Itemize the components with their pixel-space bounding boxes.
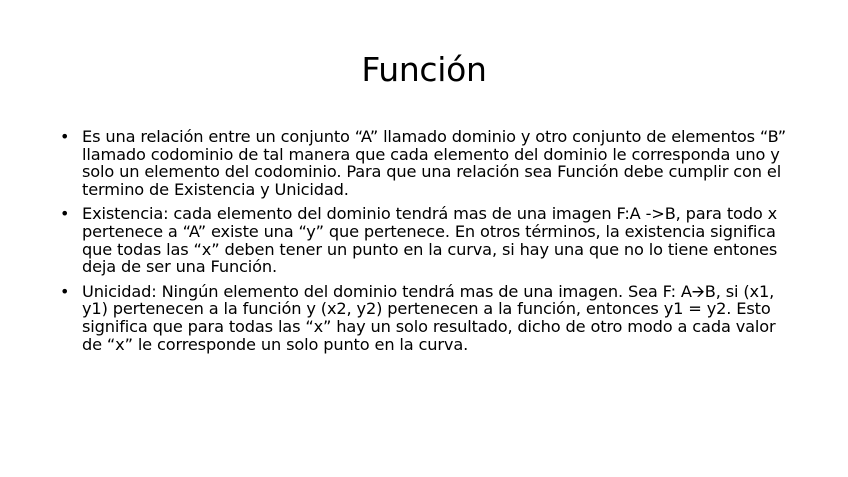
bullet-icon: •: [60, 127, 70, 146]
bullet-text: Unicidad: Ningún elemento del dominio tendrá mas de una imagen. Sea F: A🡪B, si (x1, y1) pertenecen a la función y (x2, y2) pertenecen a la función, entonces y1 = y2. Esto significa que para todas las “x” hay un solo resultado, dicho de otro modo a cada valor de “x” le corresponde un solo punto en la curva.: [82, 281, 776, 354]
bullet-list: [60, 128, 800, 360]
bullet-icon: •: [60, 204, 70, 224]
slide-title: Función: [361, 50, 487, 89]
bullet-item-definition: [60, 128, 800, 198]
bullet-icon: •: [60, 281, 70, 301]
bullet-item-unicidad: [60, 283, 800, 353]
bullet-text: Existencia: cada elemento del dominio tendrá mas de una imagen F:A ->B, para todo x pertenece a “A” existe una “y” que pertenece. En otros términos, la existencia significa que todas las “x” deben tener un punto en la curva, si hay una que no lo tiene entones deja de ser una Función.: [82, 204, 778, 277]
bullet-item-existencia: [60, 205, 800, 275]
bullet-text: Es una relación entre un conjunto “A” llamado dominio y otro conjunto de elementos “B” llamado codominio de tal manera que cada elemento del dominio le corresponda uno y solo un elemento del codominio. Para que una relación sea Función debe cumplir con el termino de Existencia y Unicidad.: [82, 127, 786, 199]
